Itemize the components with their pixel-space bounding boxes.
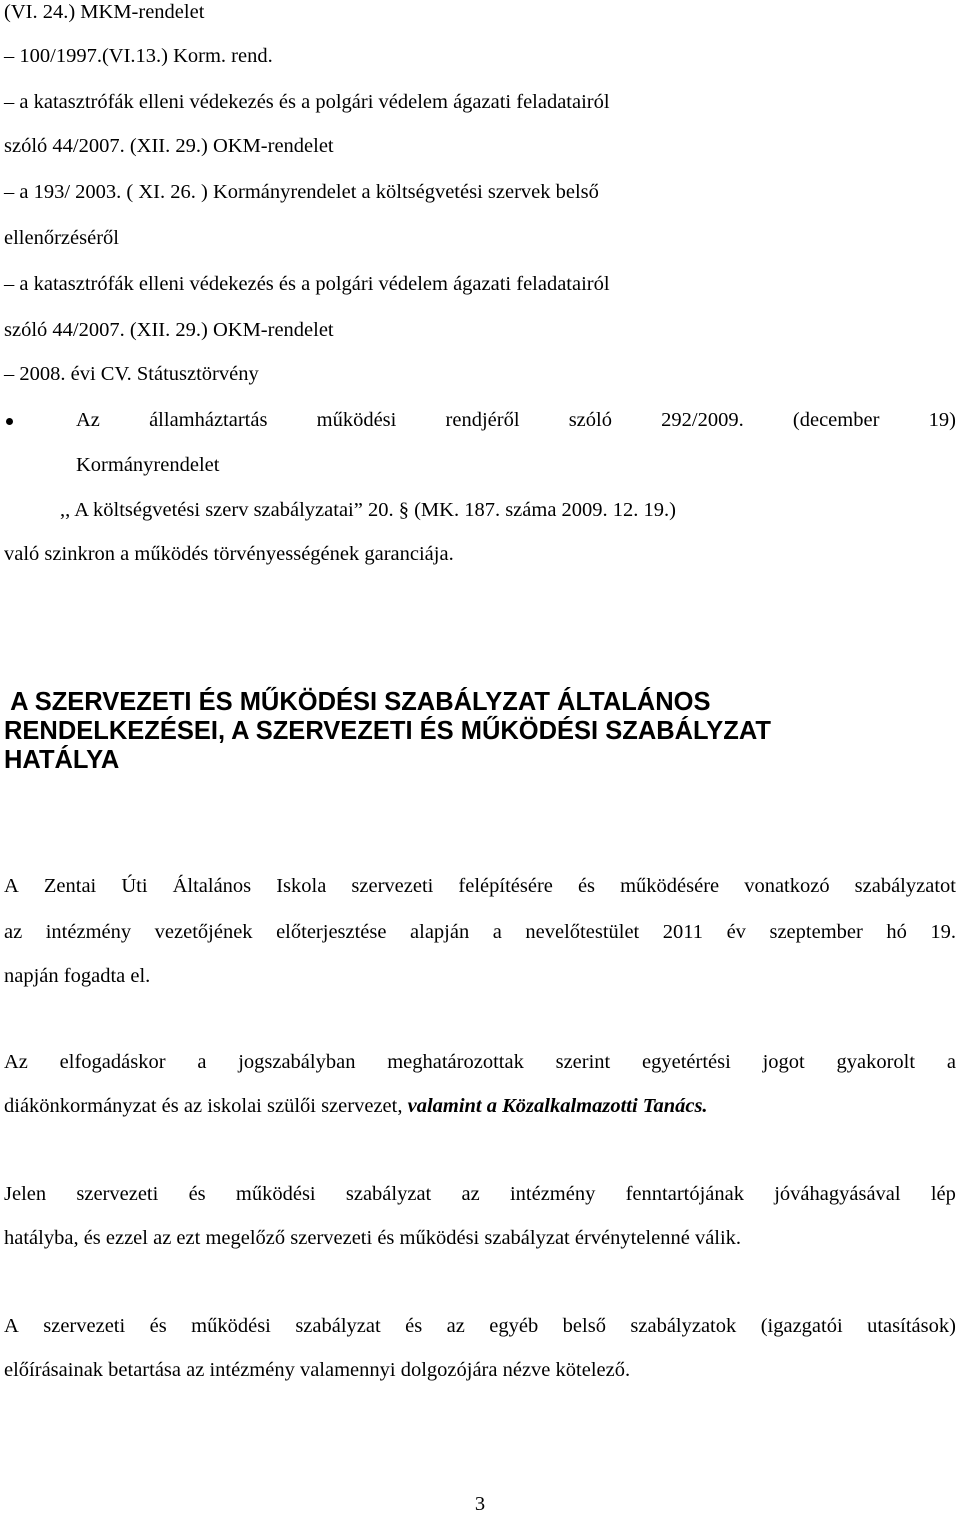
word: intézmény — [509, 1183, 596, 1205]
word: gyakorolt — [836, 1051, 916, 1073]
word: működési — [316, 409, 397, 431]
budget-rules-line: ,, A költségvetési szerv szabályzatai” 20. § (MK. 187. száma 2009. 12. 19.) — [60, 499, 676, 521]
word: év — [726, 921, 746, 943]
word: meghatározottak — [387, 1051, 524, 1073]
paragraph-4-line2: előírásainak betartása az intézmény valamennyi dolgozójára nézve kötelező. — [4, 1359, 631, 1381]
legal-ref-line: – 2008. évi CV. Státusztörvény — [4, 363, 259, 385]
word: 292/2009. — [661, 409, 744, 431]
legal-ref-line: szóló 44/2007. (XII. 29.) OKM-rendelet — [4, 319, 334, 341]
word: jogszabályban — [238, 1051, 356, 1073]
paragraph-2-line2 — [4, 1094, 708, 1118]
legal-ref-line: (VI. 24.) MKM-rendelet — [4, 1, 205, 23]
word: Általános — [172, 875, 252, 897]
word: és — [577, 875, 596, 897]
word: szabályzatok — [630, 1315, 737, 1337]
sync-line: való szinkron a működés törvényességének garanciája. — [4, 543, 454, 565]
word: az — [4, 921, 23, 943]
word: lép — [930, 1183, 956, 1205]
word: A — [4, 1315, 19, 1337]
word: az — [461, 1183, 480, 1205]
word: működési — [191, 1315, 271, 1337]
paragraph-1-line3: napján fogadta el. — [4, 965, 151, 987]
paragraph-3-line1 — [4, 1182, 956, 1206]
word: szervezeti — [43, 1315, 126, 1337]
word: Iskola — [276, 875, 327, 897]
word: rendjéről — [445, 409, 520, 431]
legal-ref-line: ellenőrzéséről — [4, 227, 119, 249]
word: hó — [886, 921, 907, 943]
legal-ref-line: – a 193/ 2003. ( XI. 26. ) Kormányrendelet a költségvetési szervek belső — [4, 181, 599, 203]
word: intézmény — [45, 921, 132, 943]
word: utasítások) — [867, 1315, 956, 1337]
word: előterjesztése — [276, 921, 387, 943]
word: szeptember — [769, 921, 863, 943]
word: szervezeti — [351, 875, 434, 897]
word: Az — [4, 1051, 28, 1073]
word: elfogadáskor — [59, 1051, 166, 1073]
legal-ref-line: szóló 44/2007. (XII. 29.) OKM-rendelet — [4, 135, 334, 157]
word: szóló — [568, 409, 612, 431]
word: egyéb — [489, 1315, 539, 1337]
word: felépítésére — [458, 875, 553, 897]
word: szerint — [555, 1051, 611, 1073]
word: belső — [562, 1315, 606, 1337]
legal-ref-line: – a katasztrófák elleni védekezés és a polgári védelem ágazati feladatairól — [4, 91, 610, 113]
word: az — [446, 1315, 465, 1337]
word: és — [405, 1315, 423, 1337]
word: szabályzat — [345, 1183, 432, 1205]
word: működésére — [620, 875, 720, 897]
word: 19) — [928, 409, 956, 431]
word: fenntartójának — [625, 1183, 744, 1205]
word: a — [197, 1051, 207, 1073]
word: A — [4, 875, 19, 897]
paragraph-2-plain: diákönkormányzat és az iskolai szülői szervezet, — [4, 1095, 408, 1117]
paragraph-1-line2 — [4, 920, 956, 944]
bullet-item-line2: Kormányrendelet — [76, 454, 220, 476]
section-heading — [4, 688, 954, 775]
legal-ref-line: – a katasztrófák elleni védekezés és a polgári védelem ágazati feladatairól — [4, 273, 610, 295]
word: jogot — [762, 1051, 805, 1073]
word: a — [492, 921, 502, 943]
word: vonatkozó — [744, 875, 830, 897]
heading-line: HATÁLYA — [4, 746, 120, 774]
legal-ref-line: – 100/1997.(VI.13.) Korm. rend. — [4, 45, 273, 67]
heading-line: A SZERVEZETI ÉS MŰKÖDÉSI SZABÁLYZAT ÁLTALÁNOS — [4, 688, 711, 716]
page-number: 3 — [474, 1493, 486, 1515]
word: és — [188, 1183, 206, 1205]
word: vezetőjének — [154, 921, 253, 943]
word: államháztartás — [149, 409, 268, 431]
word: (december — [792, 409, 880, 431]
paragraph-3-line2: hatályba, és ezzel az ezt megelőző szervezeti és működési szabályzat érvénytelenné válik. — [4, 1227, 742, 1249]
word: és — [149, 1315, 167, 1337]
bullet-item-line1 — [76, 408, 956, 432]
paragraph-2-emphasis: valamint a Közalkalmazotti Tanács. — [407, 1095, 708, 1117]
word: Jelen — [4, 1183, 47, 1205]
word: Zentai — [43, 875, 97, 897]
bullet-icon — [6, 418, 13, 425]
heading-line: RENDELKEZÉSEI, A SZERVEZETI ÉS MŰKÖDÉSI SZABÁLYZAT — [4, 717, 771, 745]
word: nevelőtestület — [525, 921, 640, 943]
paragraph-1-line1 — [4, 874, 956, 898]
word: egyetértési — [642, 1051, 731, 1073]
word: a — [946, 1051, 956, 1073]
word: szabályzat — [295, 1315, 381, 1337]
word: 2011 — [662, 921, 704, 943]
word: jóváhagyásával — [774, 1183, 901, 1205]
word: szabályzatot — [854, 875, 956, 897]
word: (igazgatói — [760, 1315, 843, 1337]
paragraph-2-line1 — [4, 1050, 956, 1074]
word: működési — [235, 1183, 316, 1205]
word: Az — [76, 409, 100, 431]
word: alapján — [410, 921, 470, 943]
word: 19. — [930, 921, 956, 943]
word: szervezeti — [76, 1183, 159, 1205]
paragraph-4-line1 — [4, 1314, 956, 1338]
word: Úti — [121, 875, 148, 897]
